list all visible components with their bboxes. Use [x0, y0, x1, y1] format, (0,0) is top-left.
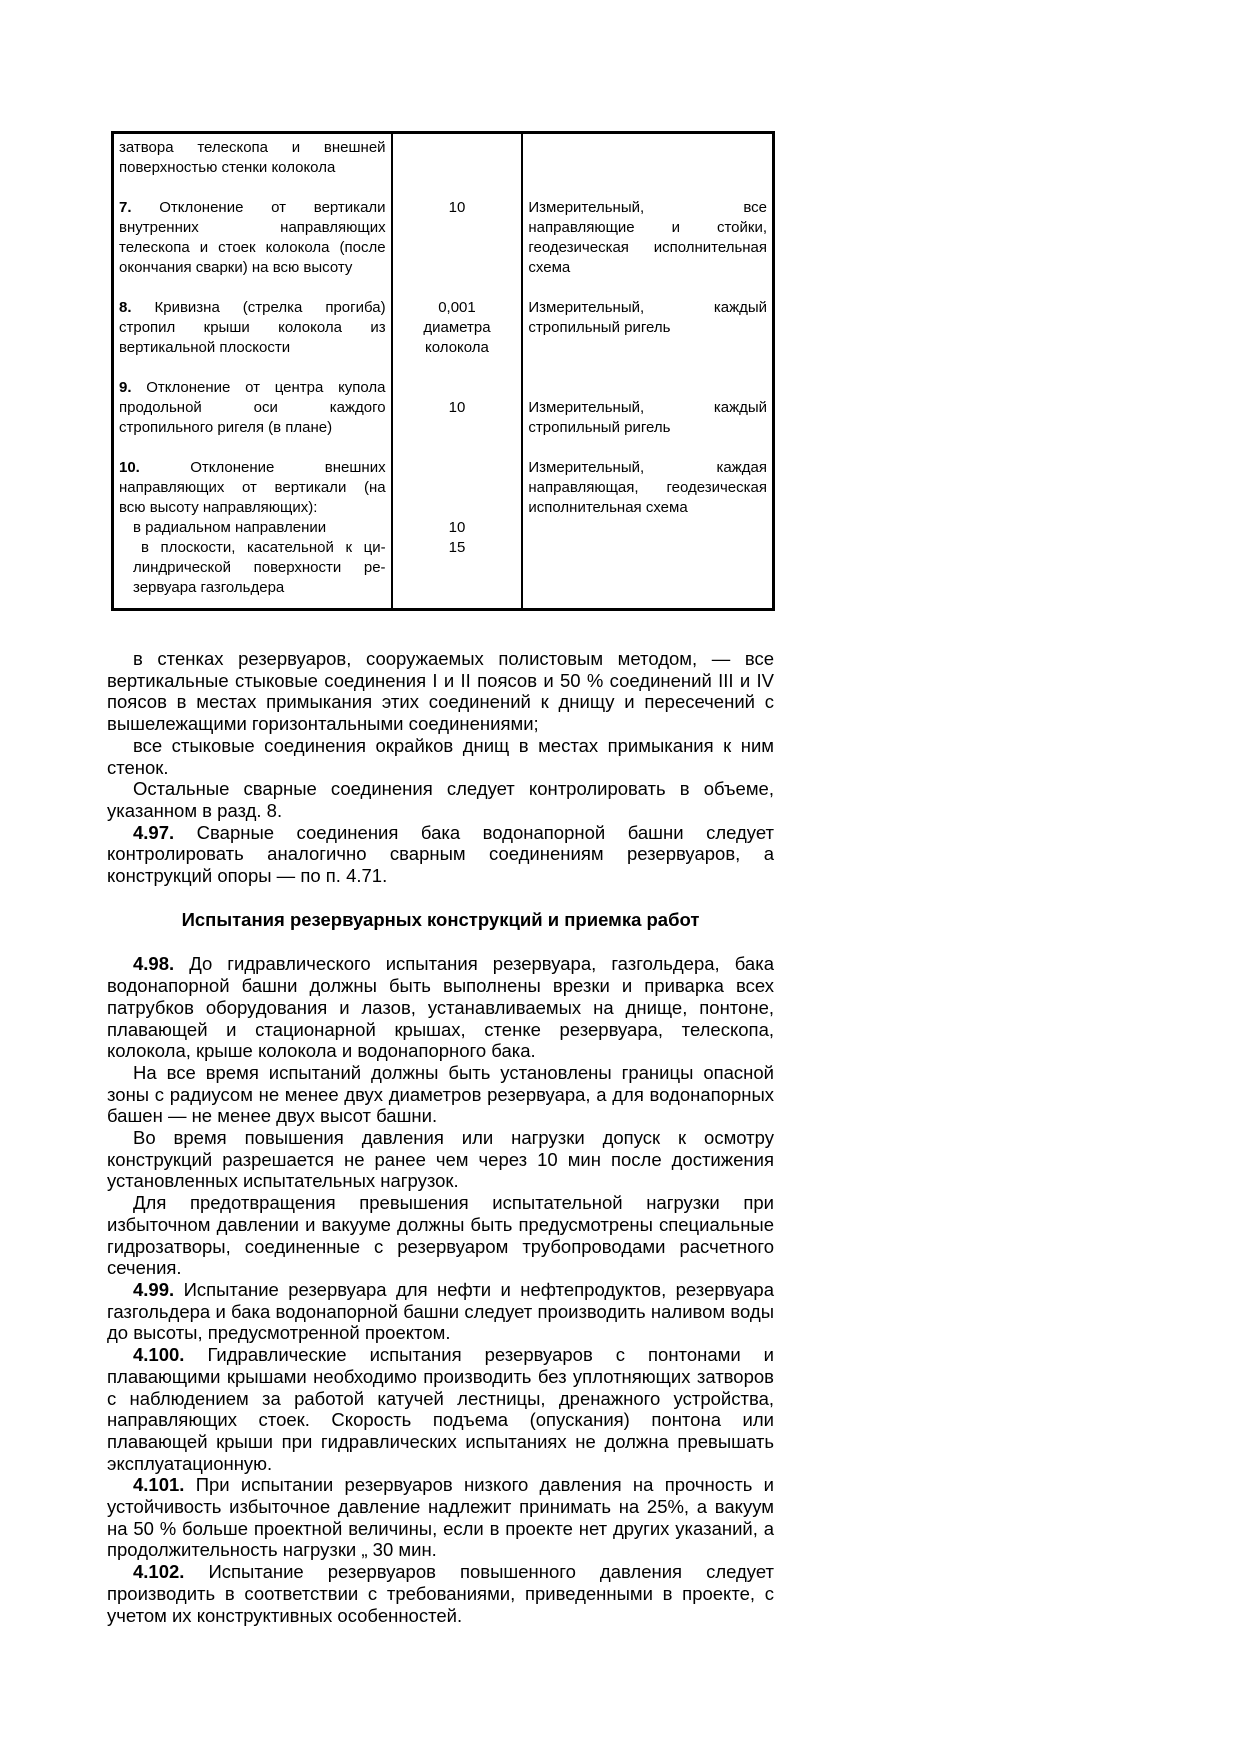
table-cell-line: 10 — [448, 199, 466, 216]
table-cell-line: линдрической поверхности ре- — [133, 559, 386, 576]
paragraph: 4.101. При испытании резервуаров низкого давления на прочность и устойчивость избыточное давление надлежит принимать на 25%, а вакуум на 50 % больше проектной величины, если в проекте нет других указаний, а продолжительность нагрузки „ 30 мин. — [107, 1474, 775, 1561]
paragraph: 4.97. Сварные соединения бака водонапорной башни следует контролировать аналогично сварным соединениям резервуаров, а конструкций опоры — по п. 4.71. — [107, 821, 774, 887]
table-cell-line — [398, 378, 517, 398]
table-cell-line — [398, 358, 517, 378]
document-content — [107, 131, 774, 1626]
paragraph: Во время повышения давления или нагрузки допуск к осмотру конструкций разрешается не ранее чем через 10 мин после достижения установленных испытательных нагрузок. — [107, 1127, 774, 1192]
table-cell-line — [398, 218, 517, 238]
paragraph: 4.100. Гидравлические испытания резервуаров с понтонами и плавающими крышами необходимо производить без уплотняющих затворов с наблюдением за работой катучей лестницы, дренажного устройства, направляющих стоек. Скорость подъема (опускания) понтона или плавающей крыши при гидравлических испытаниях не должна превышать эксплуатационную. — [107, 1344, 775, 1474]
table-cell-line: 10 — [448, 519, 466, 536]
table-cell-line — [528, 438, 767, 458]
paragraph: На все время испытаний должны быть установлены границы опасной зоны с радиусом не менее двух диаметров резервуара, а для водонапорных башен — не менее двух высот башни. — [107, 1061, 774, 1127]
table-cell-line: стропильный ригель — [528, 419, 671, 436]
table-cell-line: исполнительная схема — [528, 499, 688, 516]
table-cell-line: 8. Кривизна (стрелка прогиба) — [119, 299, 386, 316]
table-cell-line — [528, 138, 767, 158]
table-cell-line: колокола — [425, 339, 489, 356]
table-cell-line: окончания сварки) на всю высоту — [119, 259, 353, 276]
table-cell-line — [528, 158, 767, 178]
table-cell-line — [398, 278, 517, 298]
table-cell-line — [119, 358, 386, 378]
table-cell-line: стропил крыши колокола из — [119, 319, 386, 336]
table-cell-line: 10 — [448, 399, 466, 416]
table-cell-line: 7. Отклонение от вертикали — [119, 199, 386, 216]
table-cell-line: затвора телескопа и внешней — [119, 139, 386, 156]
paragraph: 4.102. Испытание резервуаров повышенного давления следует производить в соответствии с требованиями, приведенными в проекте, с учетом их конструктивных особенностей. — [107, 1561, 774, 1626]
table-cell-line: зервуара газгольдера — [133, 579, 285, 596]
table-column-tolerance-values — [393, 134, 524, 608]
table-cell-line: телескопа и стоек колокола (после — [119, 239, 386, 256]
table-cell-line — [528, 358, 767, 378]
table-cell-line: в радиальном направлении — [133, 519, 327, 536]
table-cell-line: стропильный ригель — [528, 319, 671, 336]
paragraph: Остальные сварные соединения следует контролировать в объеме, указанном в разд. 8. — [107, 778, 774, 821]
table-cell-line — [398, 498, 517, 518]
table-cell-line: направляющих от вертикали (на — [119, 479, 386, 496]
table-cell-line: Измерительный, каждый — [528, 299, 768, 316]
table-cell-line: 0,001 — [438, 299, 476, 316]
table-cell-line — [398, 238, 517, 258]
tolerance-table — [111, 131, 775, 611]
table-cell-line: диаметра — [423, 319, 491, 336]
table-cell-line — [398, 138, 517, 158]
table-cell-line: Измерительный, каждый — [528, 399, 768, 416]
table-cell-line: вертикальной плоскости — [119, 339, 291, 356]
table-cell-line — [119, 438, 386, 458]
paragraph: Для предотвращения превышения испытательной нагрузки при избыточном давлении и вакууме должны быть предусмотрены специальные гидрозатворы, соединенные с резервуаром трубопроводами расчетного сечения. — [107, 1192, 774, 1279]
table-cell-line: направляющая, геодезическая — [528, 479, 768, 496]
table-cell-line — [398, 418, 517, 438]
table-cell-line: геодезическая исполнительная — [528, 239, 768, 256]
table-cell-line: 10. Отклонение внешних — [119, 459, 386, 476]
table-cell-line: всю высоту направляющих): — [119, 499, 318, 516]
table-cell-line: Измерительный, каждая — [528, 459, 768, 476]
table-cell-line — [528, 378, 767, 398]
table-cell-line: 15 — [448, 539, 466, 556]
table-cell-line — [528, 278, 767, 298]
table-cell-line: внутренних направляющих — [119, 219, 386, 236]
table-cell-line: направляющие и стойки, — [528, 219, 768, 236]
table-cell-line: стропильного ригеля (в плане) — [119, 419, 333, 436]
paragraph: 4.98. До гидравлического испытания резервуара, газгольдера, бака водонапорной башни должны быть выполнены врезки и приварка всех патрубков оборудования и лазов, устанавливаемых на днище, понтоне, плавающей и стационарной крышах, стенке резервуара, телескопа, колокола, крыше колокола и водонапорного бака. — [107, 953, 774, 1062]
table-cell-line: в плоскости, касательной к ци- — [141, 539, 386, 556]
table-cell-line — [398, 578, 517, 598]
table-cell-line — [119, 278, 386, 298]
paragraph: в стенках резервуаров, сооружаемых полистовым методом, — все вертикальные стыковые соединения I и II поясов и 50 % соединений III и IV поясов в местах примыкания этих соединений к днищу и пересечений с вышележащими горизонтальными соединениями; — [107, 648, 774, 735]
section-heading: Испытания резервуарных конструкций и приемка работ — [181, 908, 700, 930]
table-cell-line — [398, 158, 517, 178]
table-cell-line: поверхностью стенки колокола — [119, 159, 336, 176]
table-cell-line: Измерительный, все — [528, 199, 768, 216]
table-cell-line — [398, 438, 517, 458]
paragraph: 4.99. Испытание резервуара для нефти и нефтепродуктов, резервуара газгольдера и бака водонапорной башни следует производить наливом воды до высоты, предусмотренной проектом. — [107, 1278, 774, 1344]
document-body — [107, 648, 774, 1626]
table-cell-line — [398, 178, 517, 198]
table-cell-line — [528, 518, 767, 538]
table-cell-line — [528, 578, 767, 598]
table-cell-line: схема — [528, 259, 571, 276]
table-cell-line — [398, 478, 517, 498]
paragraph: все стыковые соединения окрайков днищ в местах примыкания к ним стенок. — [107, 734, 774, 778]
table-column-control-method — [523, 134, 772, 608]
table-cell-line — [528, 538, 767, 558]
table-cell-line — [398, 258, 517, 278]
table-cell-line — [528, 338, 767, 358]
table-column-indicators — [114, 134, 393, 608]
table-cell-line: 9. Отклонение от центра купола — [119, 379, 386, 396]
table-cell-line — [398, 458, 517, 478]
table-cell-line — [398, 558, 517, 578]
table-cell-line — [528, 558, 767, 578]
table-cell-line — [119, 178, 386, 198]
table-cell-line — [528, 178, 767, 198]
table-cell-line: продольной оси каждого — [119, 399, 386, 416]
